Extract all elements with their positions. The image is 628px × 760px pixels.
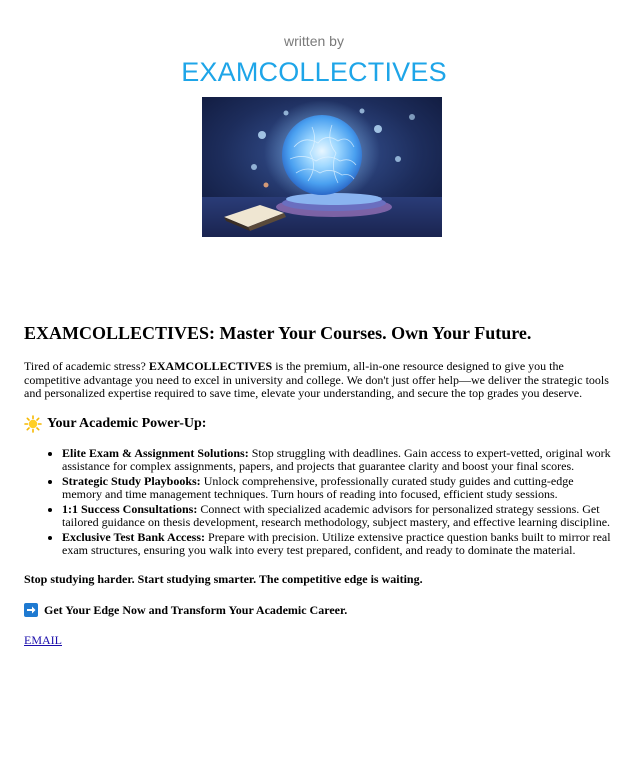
intro-text-start: Tired of academic stress? — [24, 359, 149, 373]
sun-emoji-icon — [24, 415, 42, 433]
right-arrow-icon — [24, 603, 38, 617]
list-item — [62, 531, 612, 558]
feature-title: Strategic Study Playbooks: — [62, 473, 201, 488]
article-title: EXAMCOLLECTIVES: Master Your Courses. Own Your Future. — [24, 323, 532, 343]
article — [24, 322, 612, 649]
feature-text: Connect with specialized academic advisors for personalized strategy sessions. Get tailored guidance on thesis development, research methodology, subject mastery, and effective learning discipline. — [62, 501, 611, 529]
list-item — [62, 503, 612, 530]
feature-text: Unlock comprehensive, professionally curated study guides and cutting-edge memory and time management techniques. Turn hours of reading into focused, efficient study sessions. — [62, 473, 574, 501]
feature-title: Elite Exam & Assignment Solutions: — [62, 445, 249, 460]
feature-title: 1:1 Success Consultations: — [62, 501, 198, 516]
tagline: Stop studying harder. Start studying smarter. The competitive edge is waiting. — [24, 571, 423, 586]
hero-image — [202, 97, 442, 237]
cta-text: Get Your Edge Now and Transform Your Academic Career. — [44, 602, 348, 617]
cta-line — [24, 601, 612, 619]
list-item — [62, 447, 612, 474]
feature-text: Stop struggling with deadlines. Gain access to expert-vetted, original work assistance for complex assignments, papers, and projects that guarantee clarity and boost your final scores. — [62, 445, 611, 473]
list-item — [62, 475, 612, 502]
section-heading-text: Your Academic Power-Up: — [47, 415, 207, 431]
brain-sphere-illustration — [202, 97, 442, 237]
feature-text: Prepare with precision. Utilize extensive practice question banks built to mirror real exam structures, ensuring you walk into every test prepared, confident, and ready to dominate the material. — [62, 529, 611, 557]
intro-brand: EXAMCOLLECTIVES — [148, 359, 273, 373]
email-link[interactable]: EMAIL — [24, 632, 62, 647]
brand-title: EXAMCOLLECTIVES — [181, 57, 447, 87]
byline: written by — [284, 33, 344, 49]
features-list — [24, 447, 612, 558]
intro-text-end: is the premium, all-in-one resource designed to give you the competitive advantage you need to excel in university and college. We don't just offer help—we deliver the strategic tools and personalized expertise required to save time, elevate your understanding, and secure the top grades you deserve. — [24, 359, 609, 400]
intro-paragraph — [24, 360, 612, 401]
section-heading — [24, 415, 612, 433]
feature-title: Exclusive Test Bank Access: — [62, 529, 206, 544]
